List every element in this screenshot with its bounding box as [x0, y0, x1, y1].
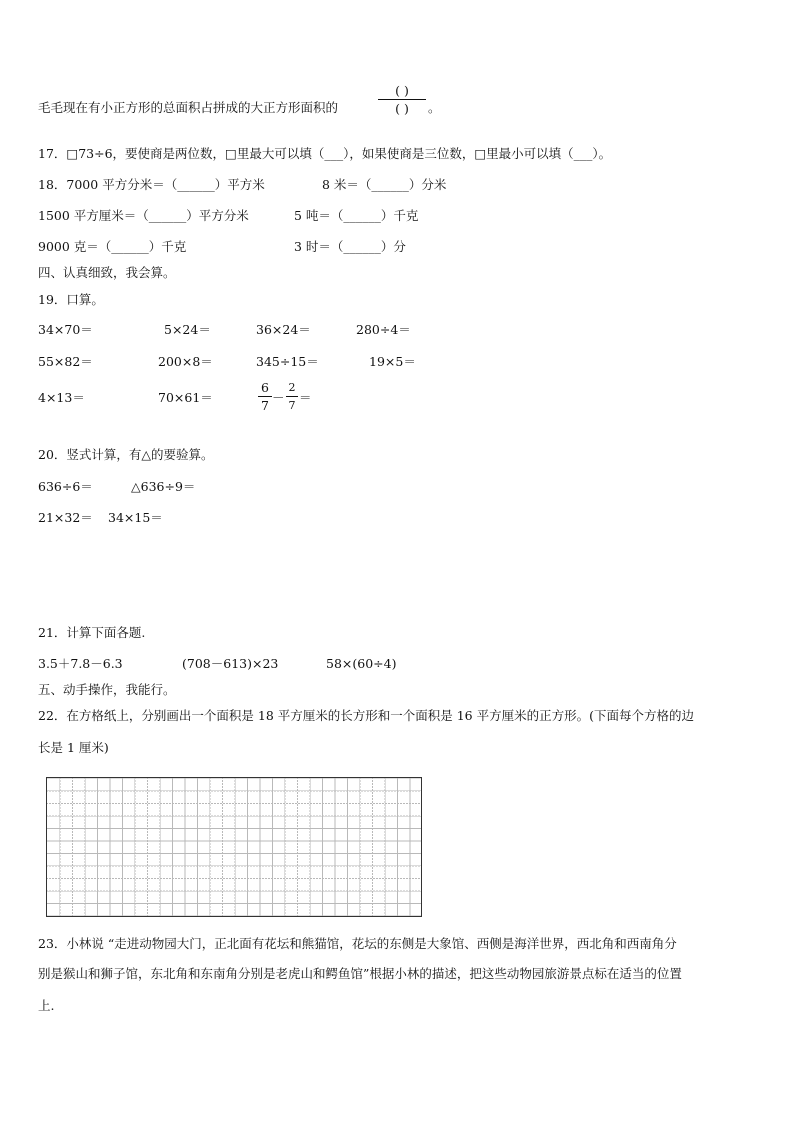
fraction-2-7: 2 7	[286, 380, 298, 413]
square-grid-paper[interactable]	[46, 777, 422, 917]
section-4-heading: 四、认真细致，我会算。	[38, 265, 176, 280]
q19-item: 200×8＝	[158, 354, 213, 369]
q19-item: 4×13＝	[38, 390, 85, 405]
q21-item: 3.5＋7.8－6.3	[38, 656, 123, 671]
fraction-6-7: 6 7	[258, 380, 272, 413]
q18-row3-right: 3 时＝（______）分	[294, 239, 406, 254]
q20-item: 21×32＝	[38, 510, 93, 525]
fraction-denominator-blank[interactable]: ( )	[395, 101, 409, 116]
q17-question: 17．□73÷6，要使商是两位数，□里最大可以填（___），如果使商是三位数，□里最小可以填（___）。	[38, 146, 612, 161]
q18-row2-left: 1500 平方厘米＝（______）平方分米	[38, 208, 249, 223]
q16-period: 。	[428, 100, 441, 115]
q21-title: 21．计算下面各题.	[38, 625, 146, 640]
q19-item: 34×70＝	[38, 322, 93, 337]
minus-sign: －	[272, 390, 285, 405]
q23-line-2: 别是猴山和狮子馆，东北角和东南角分别是老虎山和鳄鱼馆”根据小林的描述，把这些动物园旅游景点标在适当的位置	[38, 966, 682, 981]
q23-line-1: 23．小林说 “走进动物园大门，正北面有花坛和熊猫馆，花坛的东侧是大象馆、西侧是海洋世界，西北角和西南角分	[38, 936, 677, 951]
q18-row2-right: 5 吨＝（______）千克	[294, 208, 419, 223]
section-5-heading: 五、动手操作，我能行。	[38, 682, 176, 697]
q20-title: 20．竖式计算，有△的要验算。	[38, 447, 214, 462]
q19-item: 19×5＝	[369, 354, 416, 369]
q19-item: 55×82＝	[38, 354, 93, 369]
q19-title: 19．口算。	[38, 292, 104, 307]
q23-line-3: 上.	[38, 998, 55, 1013]
fraction-bar	[378, 99, 426, 100]
q19-item: 280÷4＝	[356, 322, 411, 337]
q19-item: 70×61＝	[158, 390, 213, 405]
q16-text: 毛毛现在有小正方形的总面积占拼成的大正方形面积的	[38, 100, 339, 115]
q21-item: (708－613)×23	[182, 656, 279, 671]
q19-item: 345÷15＝	[256, 354, 319, 369]
q20-item: 636÷6＝	[38, 479, 93, 494]
q20-item: 34×15＝	[108, 510, 163, 525]
q21-item: 58×(60÷4)	[326, 656, 397, 671]
fraction-numerator-blank[interactable]: ( )	[395, 83, 409, 98]
q20-item: △636÷9＝	[131, 479, 196, 494]
q18-row1-left: 18．7000 平方分米＝（______）平方米	[38, 177, 265, 192]
equals-sign: ＝	[299, 390, 312, 405]
q19-item: 36×24＝	[256, 322, 311, 337]
q18-row3-left: 9000 克＝（______）千克	[38, 239, 187, 254]
q16-answer-fraction[interactable]	[378, 83, 426, 116]
q22-line-2: 长是 1 厘米)	[38, 740, 109, 755]
q19-item: 5×24＝	[164, 322, 211, 337]
q18-row1-right: 8 米＝（______）分米	[322, 177, 447, 192]
q22-line-1: 22．在方格纸上，分别画出一个面积是 18 平方厘米的长方形和一个面积是 16 平方厘米的正方形。(下面每个方格的边	[38, 708, 694, 723]
